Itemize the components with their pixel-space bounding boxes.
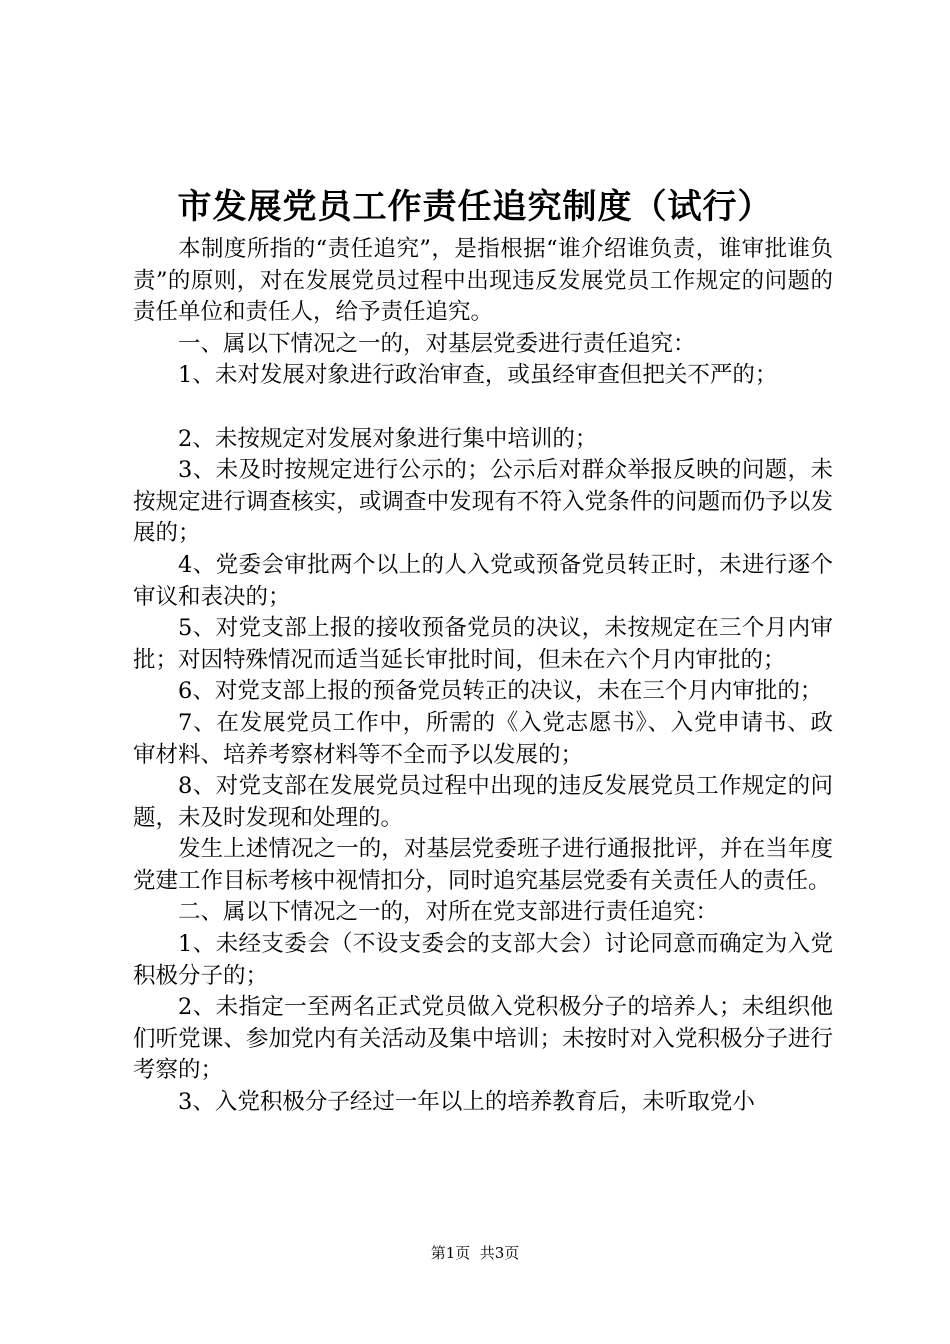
document-title: 市发展党员工作责任追究制度（试行） bbox=[177, 187, 773, 227]
paragraph: 发生上述情况之一的，对基层党委班子进行通报批评，并在当年度党建工作目标考核中视情扣分，同时追究基层党委有关责任人的责任。 bbox=[133, 836, 833, 894]
list-item: 1、未对发展对象进行政治审查，或虽经审查但把关不严的； bbox=[178, 362, 778, 389]
list-item: 3、未及时按规定进行公示的；公示后对群众举报反映的问题，未按规定进行调查核实，或调查中发现有不符入党条件的问题而仍予以发展的； bbox=[133, 457, 833, 547]
list-item: 2、未指定一至两名正式党员做入党积极分子的培养人；未组织他们听党课、参加党内有关活动及集中培训；未按时对入党积极分子进行考察的； bbox=[133, 994, 833, 1084]
document-body bbox=[133, 234, 833, 1119]
list-item: 4、党委会审批两个以上的人入党或预备党员转正时，未进行逐个审议和表决的； bbox=[133, 551, 833, 610]
list-item: 5、对党支部上报的接收预备党员的决议，未按规定在三个月内审批；对因特殊情况而适当延长审批时间，但未在六个月内审批的； bbox=[133, 615, 833, 673]
list-item: 8、对党支部在发展党员过程中出现的违反发展党员工作规定的问题，未及时发现和处理的。 bbox=[133, 773, 833, 831]
list-item: 2、未按规定对发展对象进行集中培训的； bbox=[178, 425, 598, 452]
list-item: 6、对党支部上报的预备党员转正的决议，未在三个月内审批的； bbox=[178, 678, 823, 705]
section-heading: 二、属以下情况之一的，对所在党支部进行责任追究： bbox=[178, 899, 719, 926]
list-item: 3、入党积极分子经过一年以上的培养教育后，未听取党小 bbox=[178, 1089, 755, 1116]
section-heading: 一、属以下情况之一的，对基层党委进行责任追究： bbox=[178, 330, 696, 357]
list-item: 7、在发展党员工作中，所需的《入党志愿书》、入党申请书、政审材料、培养考察材料等不全而予以发展的； bbox=[133, 709, 833, 768]
list-item: 1、未经支委会（不设支委会的支部大会）讨论同意而确定为入党积极分子的； bbox=[133, 931, 833, 989]
page-number: 第1页 共3页 bbox=[430, 1244, 520, 1262]
page-footer bbox=[0, 1243, 950, 1263]
paragraph: 本制度所指的“责任追究”，是指根据“谁介绍谁负责，谁审批谁负责”的原则，对在发展党员过程中出现违反发展党员工作规定的问题的责任单位和责任人，给予责任追究。 bbox=[133, 236, 833, 326]
